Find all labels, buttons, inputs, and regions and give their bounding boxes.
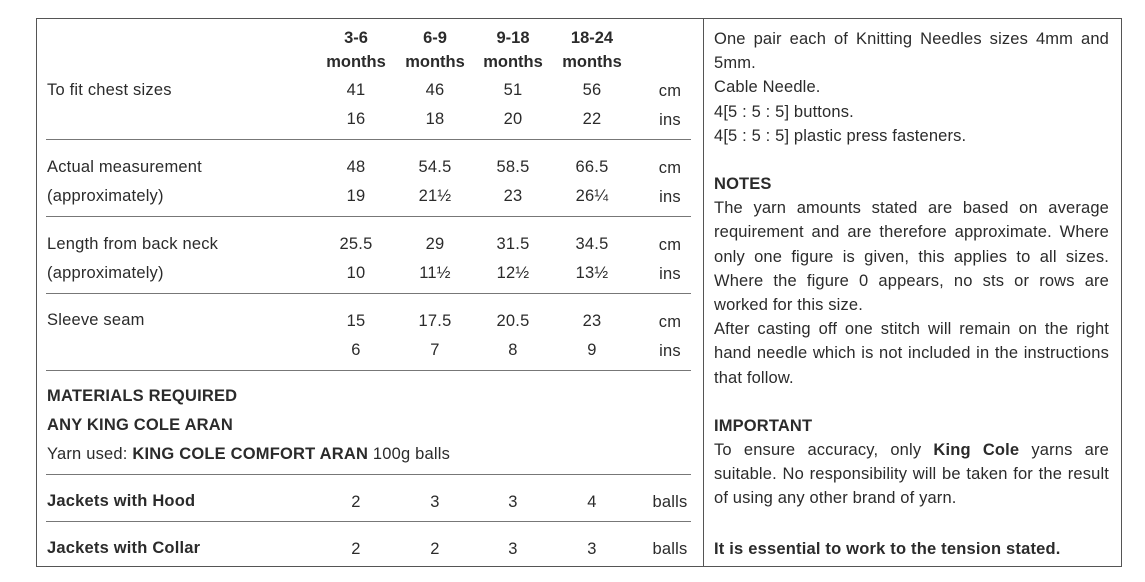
size-unit: months <box>326 53 386 71</box>
balls-value: 3 <box>587 540 597 558</box>
row-divider <box>46 521 691 522</box>
size-range: 18-24 <box>570 29 614 47</box>
column-divider <box>703 18 704 567</box>
cm-value: 56 <box>582 81 602 99</box>
row-divider <box>46 216 691 217</box>
size-col-3-header <box>483 26 543 74</box>
size-range: 6-9 <box>423 29 447 47</box>
yarn-suffix: 100g balls <box>368 445 451 463</box>
unit-cm: cm <box>658 82 682 100</box>
size-col-4-header <box>562 26 622 74</box>
cm-value: 48 <box>346 158 366 176</box>
ins-value: 9 <box>587 341 597 359</box>
ins-value: 19 <box>346 187 366 205</box>
ins-value: 26¼ <box>575 187 609 205</box>
row-label: Length from back neck <box>47 235 219 253</box>
row-divider <box>46 370 691 371</box>
ins-value: 22 <box>582 110 602 128</box>
size-unit: months <box>562 53 622 71</box>
size-col-1-header <box>326 26 386 74</box>
cm-value: 34.5 <box>575 235 609 253</box>
needles-text: One pair each of Knitting Needles sizes 4mm and 5mm. <box>714 30 1109 73</box>
row-label: Actual measurement <box>47 158 202 176</box>
balls-value: 4 <box>587 493 597 511</box>
yarn-prefix: Yarn used: <box>47 445 133 463</box>
unit-ins: ins <box>659 111 681 129</box>
cm-value: 51 <box>503 81 523 99</box>
cable-needle-text: Cable Needle. <box>714 78 821 97</box>
unit-ins: ins <box>659 265 681 283</box>
cm-value: 29 <box>425 235 445 253</box>
notes-column <box>714 27 1109 511</box>
unit-ins: ins <box>659 188 681 206</box>
cm-value: 17.5 <box>418 312 452 330</box>
size-col-2-header <box>405 26 465 74</box>
notes-paragraph-2: After casting off one stitch will remain on the right hand needle which is not included in the instructions that follow. <box>714 320 1109 387</box>
cm-value: 15 <box>346 312 366 330</box>
tension-note: It is essential to work to the tension stated. <box>714 540 1061 558</box>
balls-value: 3 <box>508 540 518 558</box>
size-range: 3-6 <box>344 29 368 47</box>
cm-value: 31.5 <box>496 235 530 253</box>
cm-value: 23 <box>582 312 602 330</box>
yarn-name: KING COLE COMFORT ARAN <box>132 445 369 463</box>
row-divider <box>46 293 691 294</box>
cm-value: 46 <box>425 81 445 99</box>
row-sublabel: (approximately) <box>47 187 164 205</box>
size-range: 9-18 <box>496 29 530 47</box>
important-pre: To ensure accuracy, only <box>714 441 934 460</box>
ins-value: 8 <box>508 341 518 359</box>
ins-value: 23 <box>503 187 523 205</box>
cm-value: 66.5 <box>575 158 609 176</box>
ins-value: 21½ <box>418 187 452 205</box>
important-post: yarns are suitable. No responsibility will be taken for the result of using any other brand of yarn. <box>714 441 1109 508</box>
unit-balls: balls <box>652 493 688 511</box>
cm-value: 41 <box>346 81 366 99</box>
materials-heading: MATERIALS REQUIRED <box>47 387 238 405</box>
ins-value: 11½ <box>419 264 451 282</box>
cm-value: 54.5 <box>418 158 452 176</box>
notes-paragraph-1: The yarn amounts stated are based on average requirement and are therefore approximate. Where only one figure is given, this applies to all sizes. Where the figure 0 appears, no sts or rows are worked for this size. <box>714 199 1109 315</box>
materials-subheading: ANY KING COLE ARAN <box>47 416 234 434</box>
balls-value: 2 <box>351 540 361 558</box>
unit-ins: ins <box>659 342 681 360</box>
unit-cm: cm <box>658 236 682 254</box>
unit-cm: cm <box>658 159 682 177</box>
spacer <box>714 390 1109 414</box>
cm-value: 20.5 <box>496 312 530 330</box>
cm-value: 58.5 <box>496 158 530 176</box>
buttons-text: 4[5 : 5 : 5] buttons. <box>714 102 854 121</box>
ins-value: 12½ <box>496 264 530 282</box>
row-divider <box>46 474 691 475</box>
yarn-used-line <box>47 445 450 464</box>
balls-value: 2 <box>430 540 440 558</box>
ins-value: 20 <box>503 110 523 128</box>
spacer <box>714 148 1109 172</box>
fasteners-text: 4[5 : 5 : 5] plastic press fasteners. <box>714 126 967 145</box>
balls-value: 2 <box>351 493 361 511</box>
important-heading: IMPORTANT <box>714 416 813 435</box>
row-sublabel: (approximately) <box>47 264 164 282</box>
size-unit: months <box>405 53 465 71</box>
important-paragraph <box>714 438 1109 511</box>
yarn-row-label: Jackets with Collar <box>47 539 201 557</box>
ins-value: 16 <box>346 110 366 128</box>
unit-balls: balls <box>652 540 688 558</box>
yarn-row-label: Jackets with Hood <box>47 492 196 510</box>
notes-heading: NOTES <box>714 175 772 194</box>
balls-value: 3 <box>430 493 440 511</box>
row-divider <box>46 139 691 140</box>
cm-value: 25.5 <box>339 235 373 253</box>
row-label: To fit chest sizes <box>47 81 172 99</box>
balls-value: 3 <box>508 493 518 511</box>
ins-value: 13½ <box>575 264 609 282</box>
important-brand: King Cole <box>933 441 1020 460</box>
row-label: Sleeve seam <box>47 311 145 329</box>
ins-value: 6 <box>351 341 361 359</box>
ins-value: 10 <box>346 264 366 282</box>
unit-cm: cm <box>658 313 682 331</box>
ins-value: 7 <box>430 341 440 359</box>
ins-value: 18 <box>425 110 445 128</box>
size-unit: months <box>483 53 543 71</box>
